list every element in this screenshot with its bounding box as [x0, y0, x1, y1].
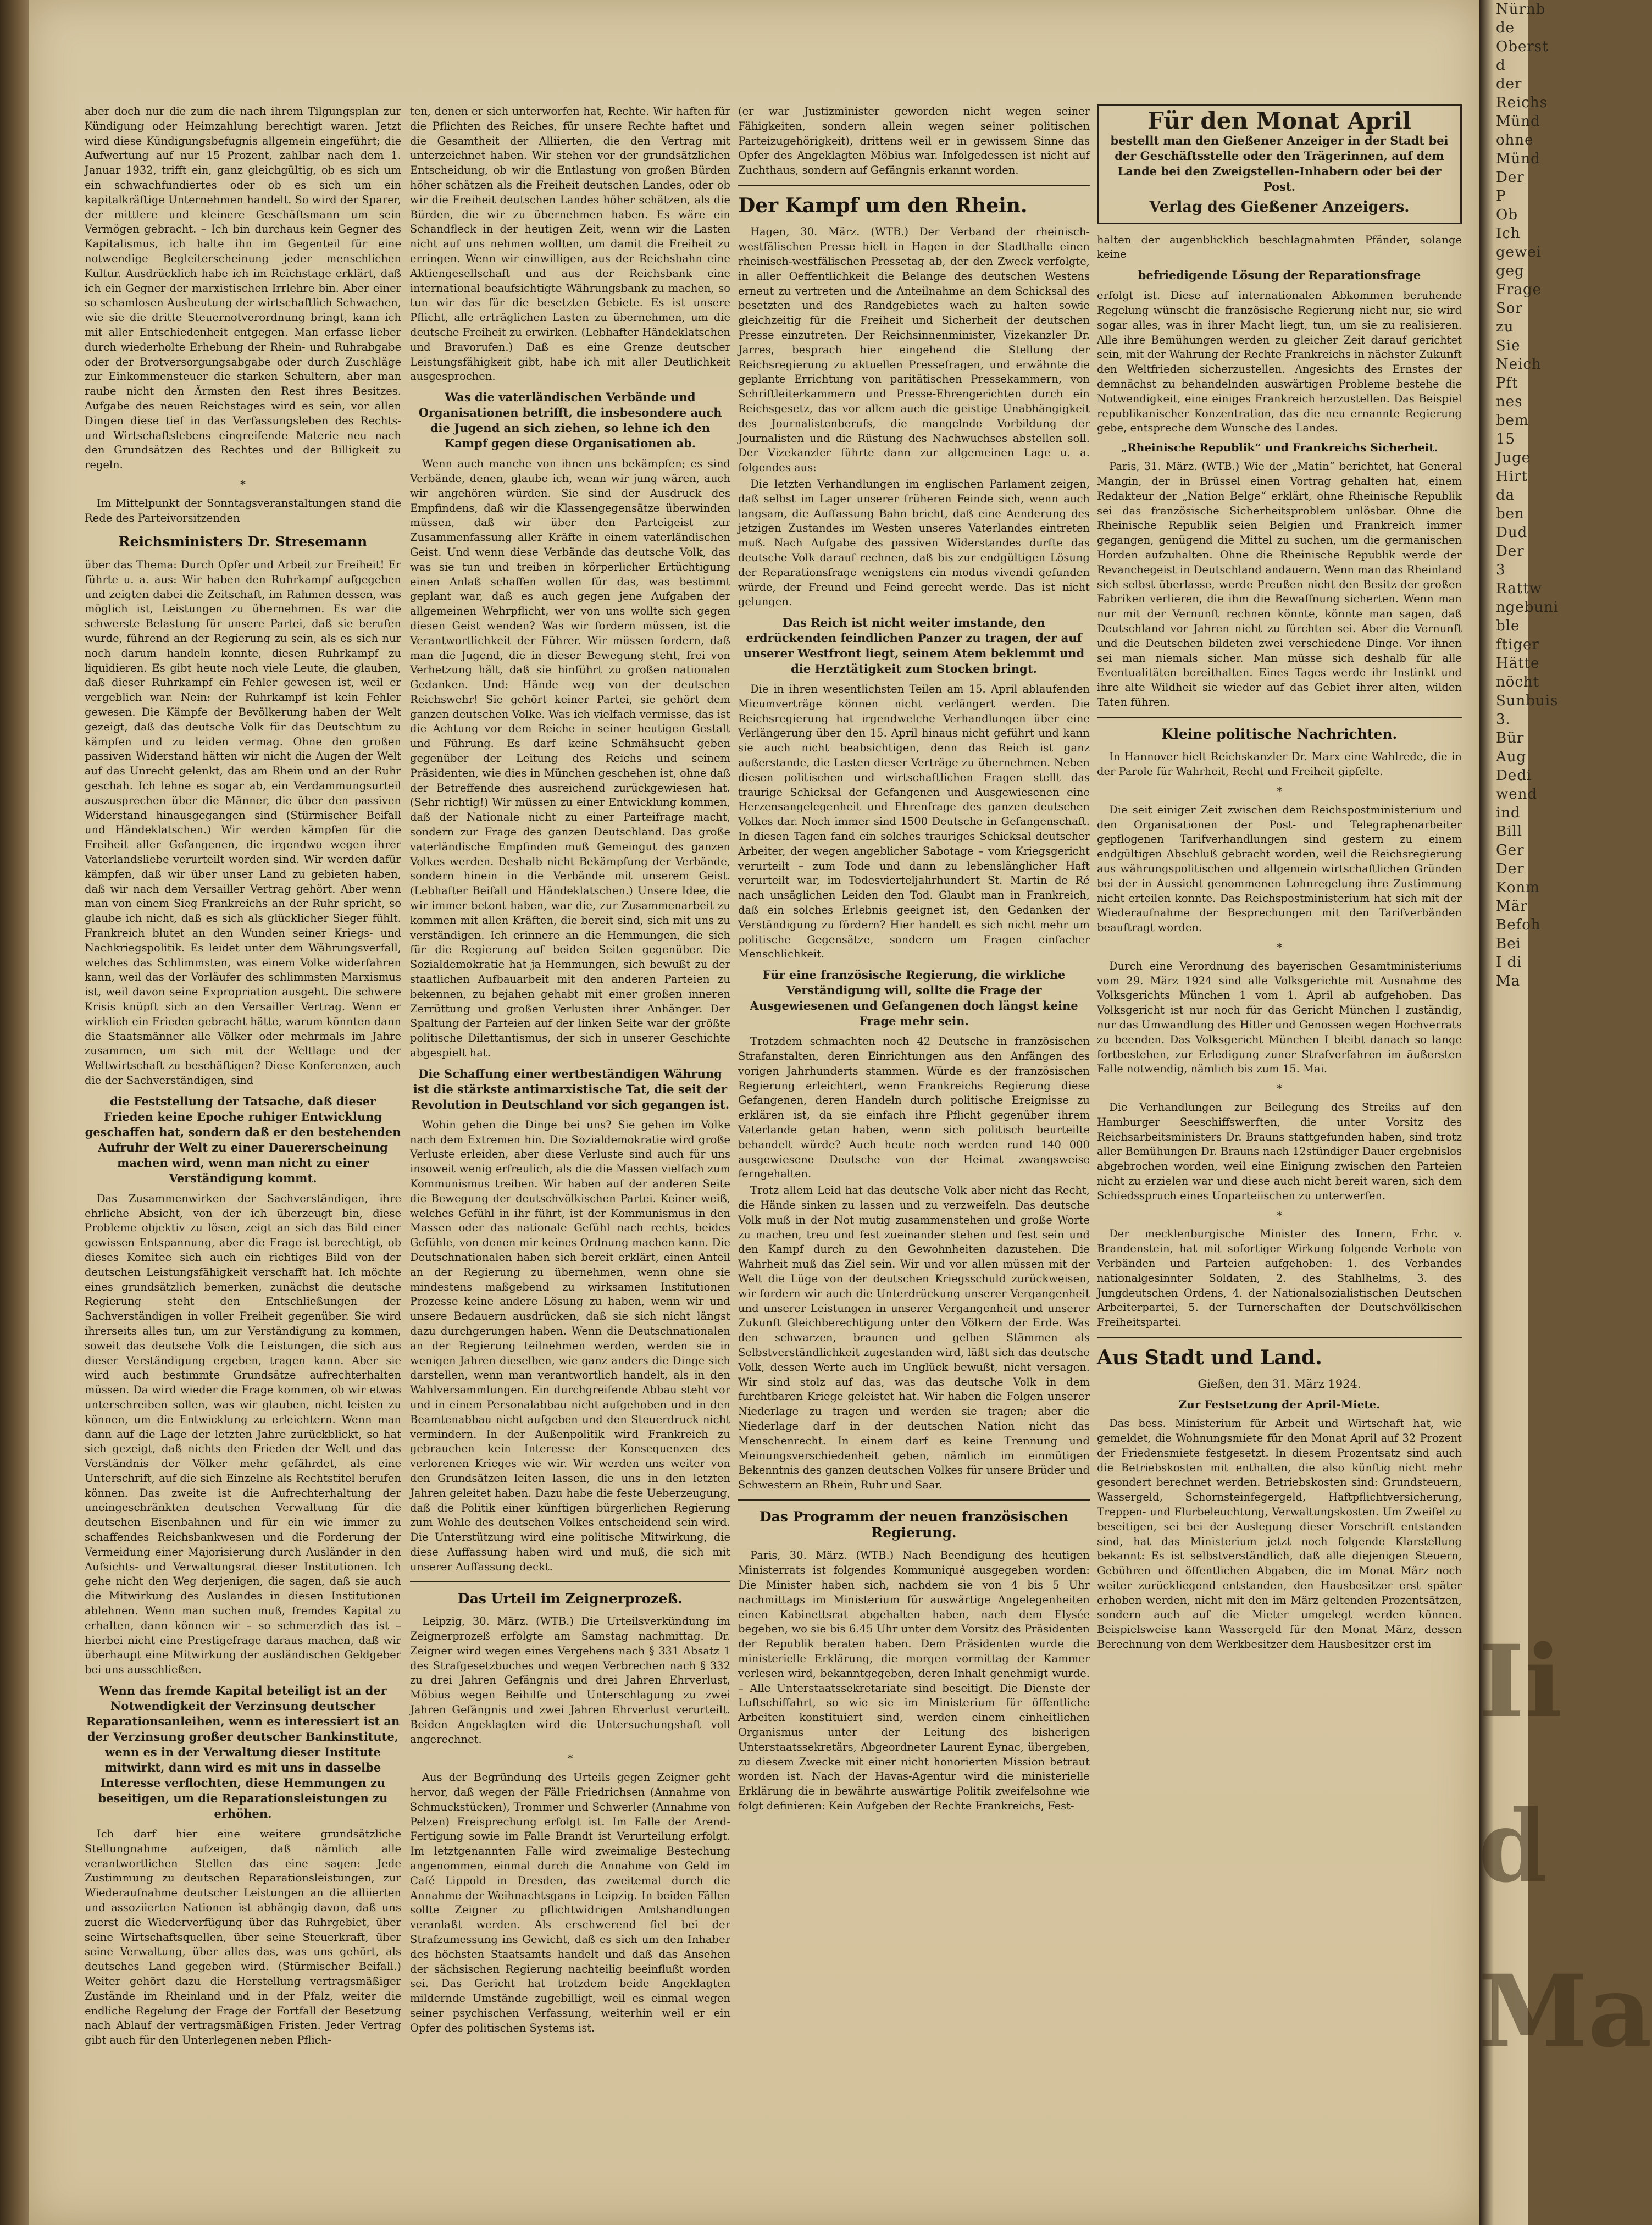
body-paragraph: Aus der Begründung des Urteils gegen Zeigner geht hervor, daß wegen der Fälle Friedrichsen (Annahme von Schmuckstücken), Trommer und Schwerler (Annahme von Pelzen) Freisprechung erfolgt ist. Im Falle der Arend-Fertigung sowie im Falle Brandt ist Verurteilung erfolgt. Im letztgenannten Falle wird zweimalige Bestechung angenommen, einmal durch die Annahme von Geld im Café Lippold in Dresden, das zweitemal durch die Annahme der Weihnachtsgans in Leipzig. In beiden Fällen sollte Zeigner zu pflichtwidrigen Amtshandlungen veranlaßt werden. Als erschwerend fiel bei der Strafzumessung ins Gewicht, daß es sich um den Inhaber des höchsten Staatsamts handelt und daß das Ansehen der sächsischen Regierung nachteilig beeinflußt worden sei. Das Gericht hat trotzdem beide Angeklagten mildernde Umstände zugebilligt, weil es einmal wegen seiner psychischen Verfassung, weiterhin weil er ein Opfer des politischen Systems ist. [410, 1771, 730, 2034]
body-paragraph: über das Thema: Durch Opfer und Arbeit zur Freiheit! Er führte u. a. aus: Wir haben den Ruhrkampf aufgegeben und zeigten dabei die Zeitschaft, im Rahmen dessen, was möglich ist, Leistungen zu übernehmen. Es war die schwerste Belastung für unsere Partei, daß sie berufen wurde, führend an der Regierung zu sein, als es sich nur noch darum handeln konnte, diesen Ruhrkampf zu liquidieren. Es gibt heute noch viele Leute, die glauben, daß dieser Ruhrkampf ein Fehler gewesen ist, weil er vergeblich war. Nein: der Ruhrkampf ist kein Fehler gewesen. Die Kämpfe der Bevölkerung haben der Welt gezeigt, daß das deutsche Volk für das Deutschtum zu kämpfen und zu leiden vermag. Ohne den großen passiven Widerstand hätten wir nicht die Augen der Welt auf das Unrecht gelenkt, das am Rhein und an der Ruhr geschah. Ich lehne es sogar ab, ein Verdammungsurteil auszusprechen über die Männer, die über den passiven Widerstand hinausgegangen sind (Stürmischer Beifall und Händeklatschen.) Wir werden kämpfen für die Freiheit aller Gefangenen, die irgendwo wegen ihrer Vaterlandsliebe verurteilt worden sind. Wir werden dafür kämpfen, daß wir über unser Land zu gebieten haben, daß wir nach dem Versailler Vertrag gehört. Aber wenn man von einem Sieg Frankreichs an der Ruhr spricht, so glaube ich nicht, daß es sich als glücklicher Sieger fühlt. Frankreich blutet an den Wunden seiner Kriegs- und Nachkriegspolitik. Es leidet unter dem Währungsverfall, welches das Schlimmsten, was einem Volke widerfahren kann, weil das der Vorläufer des schlimmsten Marxismus ist, weil davon seine Expropriation ausgeht. Die schwere Krisis knüpft sich an den Versailler Vertrag. Wenn er wirklich ein Frieden gebracht hätte, warum könnten dann die Staatsmänner alle Völker oder mehrmals im Jahre zusammen, um sich mit der Weltlage und der Weltwirtschaft zu beschäftigen? Diese Konferenzen, auch die der Sachverständigen, sind [85, 558, 401, 1087]
article-headline: Reichsministers Dr. Stresemann [118, 534, 368, 550]
body-paragraph: Das bess. Ministerium für Arbeit und Wirtschaft hat, wie gemeldet, die Wohnungsmiete für den Monat April auf 32 Prozent der Friedensmiete festgesetzt. In diesem Prozentsatz sind auch die Betriebskosten mit enthalten, die also künftig nicht mehr gesondert berechnet werden. Betriebskosten sind: Grundsteuern, Wassergeld, Schornsteinfegergeld, Haftpflichtversicherung, Treppen- und Flurbeleuchtung, Verwaltungskosten. Um Zweifel zu beseitigen, sei bei der Auslegung dieser Vorschrift entstanden sind, hat das Ministerium jetzt noch folgende Klarstellung bekannt: Es ist selbstverständlich, daß alle diejenigen Steuern, Gebühren und öffentlichen Abgaben, die im Monat März noch weiter zurückliegend entstanden, den Hausbesitzer erst später erhoben werden, nicht mit den im März geltenden Prozentsätzen, sondern auch auf die Mieter umgelegt werden können. Beispielsweise kann Wassergeld für den Monat März, dessen Berechnung von dem Werkbesitzer dem Hausbesitzer erst im [1097, 1417, 1462, 1651]
section-asterisk: * [567, 1752, 573, 1765]
bold-emphasis-paragraph: Wenn das fremde Kapital beteiligt ist an der Notwendigkeit der Verzinsung deutscher Reparationsanleihen, wenn es interessiert ist an der Verzinsung großer deutscher Bankinstitute, wenn es in der Verwaltung dieser Institute mitwirkt, dann wird es mit uns in dasselbe Interesse verflochten, diese Hemmungen zu beseitigen, um die Reparationsleistungen zu erhöhen. [86, 1684, 400, 1821]
section-asterisk: * [1277, 1208, 1282, 1222]
article-headline: „Rheinische Republik“ und Frankreichs Sicherheit. [1121, 441, 1438, 455]
section-divider [738, 1499, 1090, 1501]
body-paragraph: Paris, 31. März. (WTB.) Wie der „Matin“ berichtet, hat General Mangin, der in Brüssel einen Vortrag gehalten hat, einem Redakteur der „Nation Belge“ erklärt, ohne Rheinische Republik sei das französische Sicherheitsproblem unlösbar. Ohne die Rheinische Republik seien Belgien und Frankreich immer gegangen, genügend die Mittel zu suchen, um die germanischen Horden aufzuhalten. Ohne die Rheinische Republik werde der Revanchegeist in Deutschland andauern. Wenn man das Rheinland sich selbst überlasse, werde Preußen nicht den Besitz der großen Fabriken verlieren, die ihm die Bewaffnung sicherten. Wenn man nur mit der Vernunft rechnen könnte, könnte man sagen, daß Deutschland vor Jahren nicht zu fürchten sei. Aber die Vernunft und die Deutschen bildeten zwei verschiedene Dinge. Vor ihnen sei man niemals sicher. Man müsse sich deshalb für alle Eventualitäten bereithalten. Eines Tages werde ihr Instinkt und ihre alte Wildheit sie wieder auf das Gebiet ihrer alten, wilden Taten führen. [1097, 460, 1462, 709]
adjacent-page-large-letters: Ii d Ma [1478, 1624, 1652, 2069]
section-divider [738, 185, 1090, 186]
section-asterisk: * [1277, 784, 1282, 798]
column-4 [1097, 104, 1462, 2171]
body-paragraph: Trotz allem Leid hat das deutsche Volk aber nicht das Recht, die Hände sinken zu lassen und zu verzweifeln. Das deutsche Volk muß in der Not mutig zusammenstehen und große Worte zu machen, treu und fest zueinander stehen und fest sein und den Kampf durch zu den Gewohnheiten dazustehen. Die Wahrheit muß das Ziel sein. Wir und vor allen müssen mit der Welt die Lüge von der deutschen Kriegsschuld zurückweisen, wir fordern wir auch die Unterdrückung unserer Vergangenheit und unserer Leistungen in unserer Vergangenheit und unserer Zukunft Gleichberechtigung unter den Völkern der Erde. Was den schwarzen, braunen und gelben Stämmen als Selbstverständlichkeit zugestanden wird, läßt sich das deutsche Volk, dessen Werte auch im Unglück bewußt, nicht versagen. Wir sind stolz auf das, was das deutsche Volk in dem furchtbaren Kriege geleistet hat. Wir haben die Folgen unserer Niederlage zu tragen und werden sie tragen; aber die Niederlage darf in der deutschen Nation nicht das Menschenrecht. In einem darf es keine Trennung und Meinungsverschiedenheit geben, nämlich im einmütigen Bekenntnis des ganzen deutschen Volkes für unsere Brüder und Schwestern an Rhein, Ruhr und Saar. [738, 1184, 1090, 1492]
body-paragraph: Die in ihren wesentlichsten Teilen am 15. April ablaufenden Micumverträge können nicht verlängert werden. Die Reichsregierung hat irgendwelche Verhandlungen über eine Verlängerung über den 15. April hinaus nicht geführt und kann sie auch nicht beabsichtigen, denn das Reich ist ganz außerstande, die Lasten dieser Verträge zu übernehmen. Neben diesen politischen und wirtschaftlichen Fragen stellt das traurige Schicksal der Gefangenen und Ausgewiesenen eine Herzensangelegenheit und Ehrenfrage des ganzen deutschen Volkes dar. Noch immer sind 1500 Deutsche in Gefangenschaft. In diesen Tagen fand ein solches trauriges Schicksal deutscher Arbeiter, der wegen angeblicher Sabotage – vom Kriegsgericht verurteilt – zum Tode und dann zu lebenslänglicher Haft verurteilt war, im Todesvierteljahrhundert St. Martin de Ré nach unsäglichen Leiden den Tod. Glaubt man in Frankreich, daß ein solches Erlebnis geeignet ist, den Gedanken der Verständigung zu fördern? Hier handelt es sich nicht mehr um politische Gegensätze, sondern um Fragen einfacher Menschlichkeit. [738, 683, 1090, 961]
body-paragraph: Ich darf hier eine weitere grundsätzliche Stellungnahme aufzeigen, daß nämlich alle verantwortlichen Stellen das eine sagen: Jede Zustimmung zu deutschen Reparationsleistungen, zur Wiederaufnahme deutscher Leistungen an die alliierten und assoziierten Nationen ist abhängig davon, daß uns zuerst die Wiederverfügung über das Ruhrgebiet, über seine Wirtschaftsquellen, über seine Steuerkraft, über seine Verwaltung, über alles das, was uns gehört, als deutsches Land gegeben wird. (Stürmischer Beifall.) Weiter gehört dazu die Herstellung vertragsmäßiger Zustände im Rheinland und in der Pfalz, weiter die endliche Regelung der Frage der Fortfall der Besetzung nach Ablauf der vertragsmäßigen Fristen. Jeder Vertrag gibt auch für den Unterlegenen neben Pflich- [85, 1828, 401, 2047]
body-paragraph: Die seit einiger Zeit zwischen dem Reichspostministerium und den Organisationen der Post- und Telegraphenarbeiter gepflogenen Tarifverhandlungen sind gestern zu einem endgültigen Abschluß gebracht worden, weil die Reichsregierung aus währungspolitischen und allgemein wirtschaftlichen Gründen bei der in Aussicht genommenen Lohnregelung ihre Zustimmung nicht erteilen konnte. Das Reichspostministerium hat sich mit der Wiederaufnahme der Besprechungen mit den Tarifverbänden beauftragt worden. [1097, 803, 1462, 934]
body-paragraph: Die letzten Verhandlungen im englischen Parlament zeigen, daß selbst im Lager unserer früheren Feinde sich, wenn auch langsam, die Auffassung Bahn bricht, daß eine Aenderung des jetzigen Zustandes im Westen unseres Vaterlandes eintreten muß. Nach Aufgabe des passiven Widerstandes durfte das deutsche Volk darauf rechnen, daß bis zur endgültigen Lösung der Reparationsfrage wenigstens ein modus vivendi gefunden würde, der Freund und Feind gerecht werde. Das ist nicht gelungen. [738, 477, 1090, 608]
body-paragraph: aber doch nur die zum die nach ihrem Tilgungsplan zur Kündigung oder Heimzahlung berechtigt waren. Jetzt wird diese Kündigungsbefugnis allgemein eingeführt; die Aufwertung auf nur 15 Prozent, zahlbar nach dem 1. Januar 1932, trifft ein, ganz gleichgültig, ob es sich um ein schwachfundiertes oder ob es sich um ein kapitalkräftige Unternehmen handelt. So wird der Sparer, der mittlere und kleinere Geschäftsmann um sein Vermögen gebracht. – Ich bin durchaus kein Gegner des Kapitalismus, ich halte ihn im Gegenteil für eine notwendige Begleiterscheinung jeder menschlichen Kultur. Ausdrücklich habe ich im Reichstage erklärt, daß ich ein Gegner der marxistischen Irrlehre bin. Aber einer so schamlosen Ausbeutung der wirtschaftlich Schwachen, wie sie die dritte Steuernotverordnung bringt, kann ich mit aller Entschiedenheit entgegen. Man erfasse lieber durch wiederholte Erhebung der Rhein- und Ruhrabgabe oder der Brotversorgungsabgabe oder durch Zuschläge zur Einkommensteuer die starken Schultern, aber man raube nicht den Ärmsten den Rest ihres Besitzes. Aufgabe des neuen Reichstages wird es sein, vor allen Dingen diese tief in das Verfassungsleben des Rechts- und Wirtschaftslebens eingreifende Materie neu nach den Grundsätzen des Rechtes und der Billigkeit zu regeln. [85, 105, 401, 472]
bold-emphasis-paragraph: Für eine französische Regierung, die wirkliche Verständigung will, sollte die Frage der Ausgewiesenen und Gefangenen doch längst keine Frage mehr sein. [750, 968, 1078, 1028]
article-headline: Der Kampf um den Rhein. [738, 193, 1028, 217]
body-paragraph: In Hannover hielt Reichskanzler Dr. Marx eine Wahlrede, die in der Parole für Wahrheit, Recht und Freiheit gipfelte. [1097, 750, 1462, 778]
body-paragraph: ten, denen er sich unterworfen hat, Rechte. Wir haften für die Pflichten des Reiches, für unsere Rechte haftet und die Gesamtheit der Alliierten, die den Vertrag mit unterzeichnet haben. Wir stehen vor der grundsätzlichen Entscheidung, ob wir die Entlastung von großen Bürden höher schätzen als die Freiheit deutschen Landes, oder ob wir die Freiheit deutschen Landes höher schätzen, als die Bürden, die wir zu übernehmen haben. Es wäre ein Schandfleck in der heutigen Zeit, wenn wir die Lasten nicht auf uns nehmen wollten, um damit die Freiheit zu erringen. Wenn wir einwilligen, aus der Reichsbahn eine Aktiengesellschaft und aus der Reichsbank eine international beaufsichtigte Währungsbank zu machen, so tun wir das für die besetzten Gebiete. Es ist unsere Pflicht, alle erträglichen Lasten zu übernehmen, um die deutsche Freiheit zu erwirken. (Lebhafter Händeklatschen und Bravorufen.) Daß es eine Grenze deutscher Leistungsfähigkeit gibt, habe ich mit aller Deutlichkeit ausgesprochen. [410, 105, 730, 383]
column-1 [85, 104, 401, 2171]
body-paragraph: Leipzig, 30. März. (WTB.) Die Urteilsverkündung im Zeignerprozeß erfolgte am Samstag nachmittag. Dr. Zeigner wird wegen eines Vergehens nach § 331 Absatz 1 des Strafgesetzbuches und wegen Verbrechen nach § 332 zu drei Jahren Gefängnis und drei Jahren Ehrverlust, Möbius wegen Beihilfe und Unterschlagung zu zwei Jahren Gefängnis und zwei Jahren Ehrverlust verurteilt. Beiden Angeklagten wird die Untersuchungshaft voll angerechnet. [410, 1615, 730, 1746]
article-headline: Das Urteil im Zeignerprozeß. [458, 1590, 683, 1607]
scan-border-left [0, 0, 29, 2225]
bold-emphasis-paragraph: befriedigende Lösung der Reparationsfrage [1138, 268, 1421, 283]
bold-emphasis-paragraph: Das Reich ist nicht weiter imstande, den erdrückenden feindlichen Panzer zu tragen, der auf unserer Westfront liegt, seinem Atem beklemmt und die Herztätigkeit zum Stocken bringt. [743, 616, 1085, 676]
column-2 [410, 104, 730, 2171]
article-headline: Aus Stadt und Land. [1097, 1346, 1322, 1369]
section-divider [410, 1581, 730, 1582]
section-divider [1097, 1337, 1462, 1338]
body-paragraph: Wohin gehen die Dinge bei uns? Sie gehen im Volke nach dem Extremen hin. Die Sozialdemokratie wird große Verluste erleiden, aber diese Verluste sind auch für uns insoweit wenig erfreulich, als die die Massen vielfach zum Kommunismus treiben. Wir haben auf der anderen Seite die Bewegung der deutschvölkischen Partei. Keiner weiß, welches Gefühl in ihr führt, ist der Kommunismus in den Massen oder das nationale Gefühl nach rechts, beides Gefühle, von denen mir keines Ordnung machen kann. Die Deutschnationalen haben sich bereit erklärt, einen Anteil an der Regierung zu übernehmen, wenn ohne sie mindestens maßgebend zu wirksamen Institutionen Prozesse keine andere Lösung zu haben, wenn wir und unsere Bedauern ausdrücken, daß sie sich nicht längst dazu durchgerungen haben. Wenn die Deutschnationalen an der Regierung teilnehmen werden, werden sie in wenigen Jahren dieselben, wie ganz anders die Dinge sich darstellen, wenn man verantwortlich handelt, als in den Wahlversammlungen. Ein durchgreifende Abbau steht vor und in einem Personalabbau nicht aufgehoben und in den Beamtenabbau nicht aufgeben und den Steuerdruck nicht vermindern. In der Außenpolitik wird Frankreich zu gebrauchen kein Interesse der Konsequenzen des verlorenen Krieges wie wir. Wir werden uns weiter von den Grundsätzen leiten lassen, die uns in den letzten Jahren geleitet haben. Dazu habe die feste Ueberzeugung, daß die Politik einer künftigen bürgerlichen Regierung zum Wohle des deutschen Volkes entscheidend sein wird. Die Unterstützung wird eine politische Mitwirkung, die diese Auffassung haben wird und muß, die sich mit unserer Auffassung deckt. [410, 1118, 730, 1573]
article-headline: Zur Festsetzung der April-Miete. [1178, 1398, 1381, 1412]
bold-emphasis-paragraph: Die Schaffung einer wertbeständigen Währung ist die stärkste antimarxistische Tat, die seit der Revolution in Deutschland vor sich gegangen ist. [411, 1066, 730, 1111]
body-paragraph: Im Mittelpunkt der Sonntagsveranstaltungen stand die Rede des Parteivorsitzenden [85, 496, 401, 524]
body-paragraph: Trotzdem schmachten noch 42 Deutsche in französischen Strafanstalten, deren Einrichtungen aus den Anfängen des vorigen Jahrhunderts stammen. Würde es der französischen Regierung erleichtert, wenn Frankreichs Regierung diese Gefangenen, deren Handeln durch politische Ereignisse zu erklären ist, da sie einfach ihre Pflicht gegenüber ihrem Vaterlande getan haben, wenn sich politisch beurteilte behandelt würde? Auch heute noch werden rund 140 000 ausgewiesene Deutsche von der Heimat zwangsweise ferngehalten. [738, 1035, 1090, 1181]
body-paragraph: Der mecklenburgische Minister des Innern, Frhr. v. Brandenstein, hat mit sofortiger Wirkung folgende Verbote von Verbänden und Parteien aufgehoben: 1. des Verbandes nationalgesinnter Soldaten, 2. des Stahlhelms, 3. des Jungdeutschen Ordens, 4. der Nationalsozialistischen Deutschen Arbeiterpartei, 5. der Turnerschaften der Deutschvölkischen Freiheitspartei. [1097, 1227, 1462, 1329]
dateline: Gießen, den 31. März 1924. [1198, 1377, 1361, 1391]
article-headline: Kleine politische Nachrichten. [1161, 726, 1398, 742]
body-paragraph: halten der augenblicklich beschlagnahmten Pfänder, solange keine [1097, 233, 1462, 261]
body-paragraph: Durch eine Verordnung des bayerischen Gesamtministeriums vom 29. März 1924 sind alle Volksgerichte mit Ausnahme des Volksgerichts München 1 vom 1. April ab aufgehoben. Das Volksgericht ist nur noch für das Gericht München I zuständig, nur das Umwandlung des Hitler und Genossen wegen Hochverrats zu beenden. Das Volksgericht München I bleibt danach so lange fortbestehen, zur Erledigung zuner Strafverfahren im äußersten Falle notwendig, nämlich bis zum 15. Mai. [1097, 959, 1462, 1076]
body-paragraph: Hagen, 30. März. (WTB.) Der Verband der rheinisch-westfälischen Presse hielt in Hagen in der Stadthalle einen rheinisch-westfälischen Pressetag ab, der den Zweck verfolgte, in aller Oeffentlichkeit die Belange des deutschen Westens erneut zu vertreten und die Anteilnahme an dem Schicksal des besetzten und des Randgebietes wach zu halten sowie gleichzeitig für die Freiheit und Sicherheit der deutschen Presse einzutreten. Der Reichsinnenminister, Vizekanzler Dr. Jarres, besprach hier eingehend die Stellung der Reichsregierung zu aktuellen Pressefragen, und erwähnte die geplante Errichtung von paritätischen Pressekammern, von Schriftleiterkammern und Presse-Ehrengerichten durch ein Reichsgesetz, das vor allem auch die geistige Unabhängigkeit des Journalistenberufs, die mangelnde Vorbildung der Journalisten und die Rüstung des Nachwuchses abstellen soll. Der Vizekanzler führte dann zur allgemeinen Lage u. a. folgendes aus: [738, 225, 1090, 474]
column-3 [738, 104, 1090, 2171]
adjacent-page-text: Nürnb de Oberst d der Reichs Münd ohne Münd Der P Ob Ich gewei geg Frage Sor zu Sie Neich Pft nes bem 15 Juge Hirt da ben Dud Der 3 Rattw ngebuni ble ftiger Hätte nöcht Sunbuis 3. Bür Aug Dedi wend ind Bill Ger Der Konm Mär Befoh Bei I di Ma [1496, 1, 1559, 989]
section-asterisk: * [1277, 940, 1282, 954]
box-title: Für den Monat April [1147, 107, 1411, 134]
article-headline: Das Programm der neuen französischen Regierung. [759, 1508, 1069, 1541]
bold-emphasis-paragraph: die Feststellung der Tatsache, daß dieser Frieden keine Epoche ruhiger Entwicklung geschaffen hat, sondern daß er den bestehenden Aufruhr der Welt zu einer Dauererscheinung machen wird, wenn man nicht zu einer Verständigung kommt. [85, 1094, 401, 1185]
section-asterisk: * [1277, 1082, 1282, 1095]
subscription-notice-box [1097, 104, 1462, 224]
bold-emphasis-paragraph: Was die vaterländischen Verbände und Organisationen betrifft, die insbesondere auch die Jugend an sich ziehen, so lehne ich den Kampf gegen diese Organisationen ab. [418, 390, 722, 451]
body-paragraph: erfolgt ist. Diese auf internationalen Abkommen beruhende Regelung wünscht die französische Regierung nicht nur, sie wird sogar alles, was in ihrer Macht liegt, tun, um sie zu realisieren. Alle ihre Bemühungen werden zu gleicher Zeit darauf gerichtet sein, mit der Wahrung der Rechte Frankreichs in nächster Zukunft den Weltfrieden sicherzustellen. Angesichts des Ernstes der demnächst zu behandelnden auswärtigen Probleme bestehe die Notwendigkeit, eine einiges Frankreich herzustellen. Das Beispiel republikanischer Konzentration, das die neu ernannte Regierung gebe, entspreche dem Wunsche des Landes. [1097, 289, 1462, 435]
box-text: bestellt man den Gießener Anzeiger in der Stadt bei der Geschäftsstelle oder den Trägerinnen, auf dem Lande bei den Zweigstellen-Inhabern oder bei der Post. [1110, 133, 1449, 193]
body-paragraph: Das Zusammenwirken der Sachverständigen, ihre ehrliche Absicht, von der ich überzeugt bin, diese Probleme objektiv zu lösen, zeigt an sich das Bild einer gewissen Entspannung, aber die Frage ist berechtigt, ob dieses Komitee sich auch ein richtiges Bild von der deutschen Leistungsfähigkeit verschafft hat. Ich möchte eines grundsätzlich bemerken, zunächst die deutsche Regierung steht den Entschließungen der Sachverständigen in voller Freiheit gegenüber. Sie wird ihrerseits alles tun, um zur Verständigung zu kommen, soweit das deutsche Volk die Leistungen, die sich aus dieser Verständigung ergeben, tragen kann. Aber sie wird auch bestimmte Grundsätze aufrechterhalten müssen. Da wird wieder die Frage kommen, ob wir etwas unterschreiben sollen, was wir glauben, nicht leisten zu können, um die Entwicklung zu erleichtern. Wenn man dann auf die Lage der letzten Jahre zurückblickt, so hat sich gezeigt, daß nichts den Frieden der Welt und das Verständnis der Völker mehr gefährdet, als eine Unterschrift, auf die sich Einzelne als Rechtstitel berufen können. Das zweite ist die Aufrechterhaltung der uneingeschränkten deutschen Verwaltung für die deutschen Eisenbahnen und für ein wie immer zu schaffendes Reichsbankwesen und die Forderung der Vermeidung einer Majorisierung durch Ausländer in den Aufsichts- und Verwaltungsrat dieser Institutionen. Ich gehe nicht den Weg derjenigen, die sagen, daß sie auch die Mitwirkung des Auslandes in diesen Institutionen ablehnen. Wenn man suchen muß, fremdes Kapital zu erhalten, dann können wir – so schmerzlich das ist – hierbei nicht eine Prestigefrage daraus machen, daß wir überhaupt eine Mitwirkung der ausländischen Geldgeber bei uns ausschließen. [85, 1192, 401, 1676]
body-paragraph: (er war Justizminister geworden nicht wegen seiner Fähigkeiten, sondern allein wegen seiner politischen Parteizugehörigkeit), drittens weil er in gewissem Sinne das Opfer des Angeklagten Möbius war. Infolgedessen ist nicht auf Zuchthaus, sondern auf Gefängnis erkannt worden. [738, 105, 1090, 177]
section-asterisk: * [240, 477, 246, 491]
section-divider [1097, 717, 1462, 718]
body-paragraph: Die Verhandlungen zur Beilegung des Streiks auf den Hamburger Seeschiffswerften, die unter Vorsitz des Reichsarbeitsministers Dr. Brauns stattgefunden haben, sind trotz aller Bemühungen Dr. Brauns nach 12stündiger Dauer ergebnislos abgebrochen worden, weil eine Einigung zwischen den Parteien nicht zu erzielen war und diese auch nicht bereit waren, sich dem Schiedsspruch eines Unparteiischen zu unterwerfen. [1097, 1100, 1462, 1202]
body-paragraph: Wenn auch manche von ihnen uns bekämpfen; es sind Verbände, denen, glaube ich, wenn wir jung wären, auch wir angehören würden. Sie sind der Ausdruck des Empfindens, daß wir die Klassengegensätze überwinden müssen, daß wir über den Parteigeist zur Zusammenfassung aller Kräfte in einem vaterländischen Geist. Und wenn diese Verbände das deutsche Volk, das was sie tun und treiben in körperlicher Ertüchtigung einen Anlaß schaffen wollen für das, was bestimmt geplant war, daß es auch gegen jene Aufgaben der allgemeinen Wehrpflicht, wer von uns wollte sich gegen diesen Geist wenden? Was wir fordern müssen, ist die Verantwortlichkeit der Führer. Wir müssen fordern, daß man die Jugend, die in dieser Bewegung steht, frei von Verhetzung hält, daß sie hinführt zu großen nationalen Gedanken. Und: Hände weg von der deutschen Reichswehr! Sie gehört keiner Partei, sie gehört dem ganzen deutschen Volke. Was ich vielfach vermisse, das ist die Achtung vor dem Reiche in seiner heutigen Gestalt und Führung. Es darf keine Schmähsucht geben gegenüber der Leitung des Reichs und seinem Präsidenten, wie dies in München geschehen ist, ohne daß der Betreffende dies ausreichend zurückgewiesen hat. (Sehr richtig!) Wir müssen zu einer Entwicklung kommen, daß der Nationale nicht zu einer Parteifrage macht, sondern zur Frage des ganzen Deutschland. Das große vaterländische Empfinden muß Gemeingut des ganzen Volkes werden. Deshalb nicht Bekämpfung der Verbände, sondern hinein in die Verbände mit unserem Geist. (Lebhafter Beifall und Händeklatschen.) Unsere Idee, die wir immer betont haben, war die, zur Zusammenarbeit zu kommen mit allen Kräften, die bereit sind, sich mit uns zu verständigen. Ich erinnere an die Hemmungen, die sich für die Regierung auf beiden Seiten gegenüber. Die Sozialdemokratie hat ja Hemmungen, sich bewußt zu der staatlichen Aufbauarbeit mit den anderen Parteien zu bekennen, zu bejahen gehabt mit einer großen inneren Zerrüttung und großen Verlusten ihrer Anhänger. Der Spaltung der Parteien auf der linken Seite war der größte politische Dilettantismus, der sich in unserer Geschichte abgespielt hat. [410, 457, 730, 1060]
body-paragraph: Paris, 30. März. (WTB.) Nach Beendigung des heutigen Ministerrats ist folgendes Kommuniqué ausgegeben worden: Die Minister haben sich, nachdem sie von 4 bis 5 Uhr nachmittags im Ministerium für auswärtige Angelegenheiten einen Kabinettsrat abgehalten haben, nach dem Elysée begeben, wo sie bis 6.45 Uhr unter dem Vorsitz des Präsidenten der Republik beraten haben. Dem Präsidenten wurde die ministerielle Erklärung, die morgen vormittag der Kammer verlesen wird, bekanntgegeben, deren Inhalt genehmigt wurde. – Alle Unterstaatssekretariate sind beseitigt. Die Dienste der Luftschiffahrt, so wie sie im Ministerium für öffentliche Arbeiten konstituiert sind, werden einem einheitlichen Organismus unter der Leitung des bisherigen Unterstaatssekretärs, Abgeordneter Laurent Eynac, übergeben, zu diesem Zwecke mit einer nicht honorierten Mission betraut worden ist. Nach der Havas-Agentur wird die ministerielle Erklärung die in bewährte auswärtige Politik zweifelsohne wie folgt definieren: Kein Aufgeben der Rechte Frankreichs, Fest- [738, 1549, 1090, 1812]
box-publisher: Verlag des Gießener Anzeigers. [1149, 198, 1410, 215]
